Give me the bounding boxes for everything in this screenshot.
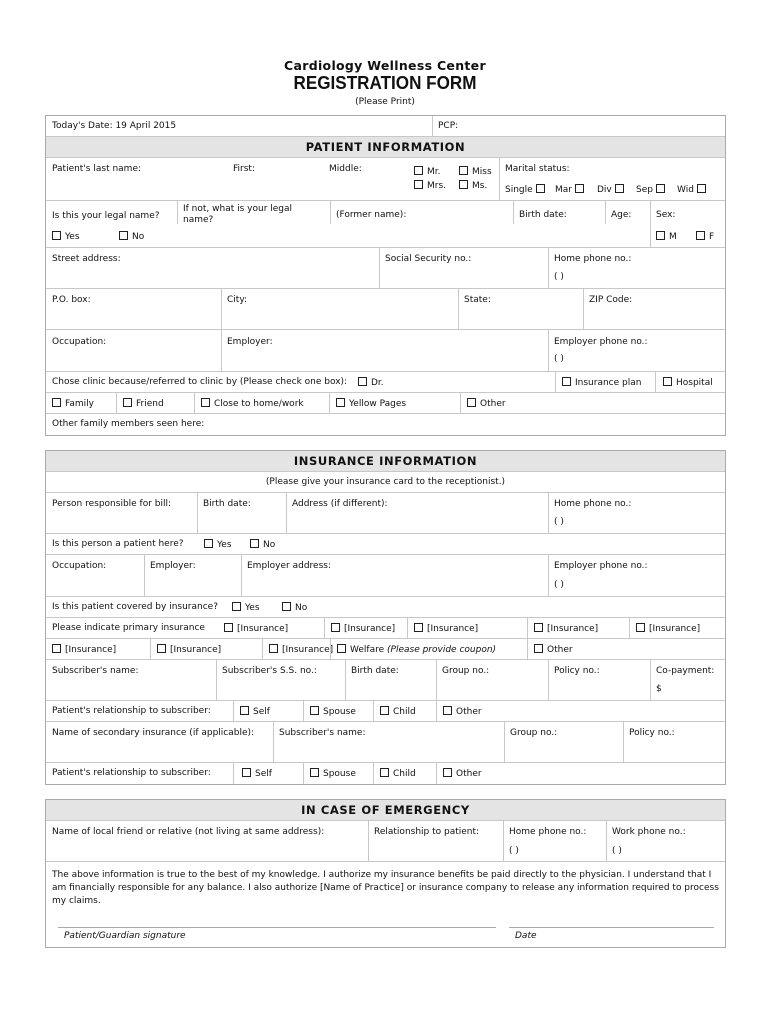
signature-label: Patient/Guardian signature	[64, 931, 186, 941]
ins-welfare-label: Welfare	[350, 645, 385, 655]
rel1-child	[380, 706, 416, 718]
miss-label: Miss	[472, 167, 492, 177]
ins-option-5	[636, 623, 700, 635]
rel2-other-label: Other	[456, 769, 482, 779]
mr-label: Mr.	[427, 167, 441, 177]
ref-close-home	[201, 398, 304, 410]
sex-m-checkbox[interactable]	[656, 231, 665, 240]
print-note: (Please Print)	[355, 97, 415, 107]
ins-welfare-note: (Please provide coupon)	[387, 645, 497, 655]
is-patient-yes-checkbox[interactable]	[204, 539, 213, 548]
home-phone-paren: ( )	[554, 272, 564, 282]
ins-option-2-checkbox[interactable]	[331, 623, 340, 632]
ins-option-7-label: [Insurance]	[170, 645, 222, 655]
title-ms	[459, 180, 487, 192]
ins-occupation-field[interactable]: Occupation:	[52, 561, 107, 571]
local-friend-field[interactable]: Name of local friend or relative (not living at same address):	[52, 827, 325, 837]
ref-other-label: Other	[480, 399, 506, 409]
relationship-label-1: Patient's relationship to subscriber:	[52, 706, 211, 716]
ref-family-checkbox[interactable]	[52, 398, 61, 407]
relationship-row-1	[46, 701, 725, 722]
is-patient-no-label: No	[263, 540, 276, 550]
date-pcp-row	[46, 116, 725, 137]
is-patient-row	[46, 534, 725, 555]
rel1-self-label: Self	[253, 707, 270, 717]
sep-label: Sep	[636, 185, 653, 195]
marital-wid	[677, 184, 710, 196]
pcp-field[interactable]: PCP:	[438, 121, 459, 131]
primary-insurance-row	[46, 618, 725, 639]
patient-section-title: PATIENT INFORMATION	[46, 137, 725, 158]
ms-checkbox[interactable]	[459, 180, 468, 189]
ins-other-label: Other	[547, 645, 573, 655]
other-family-field[interactable]: Other family members seen here:	[52, 419, 205, 429]
rel2-other	[443, 768, 482, 780]
ins-option-2-label: [Insurance]	[344, 624, 396, 634]
copayment-field[interactable]: Co-payment:	[656, 666, 715, 676]
rel1-child-checkbox[interactable]	[380, 706, 389, 715]
miss-checkbox[interactable]	[459, 166, 468, 175]
ref-dr-label: Dr.	[371, 378, 384, 388]
subscriber-ssn-field[interactable]: Subscriber's S.S. no.:	[222, 666, 317, 676]
legal-yes-checkbox[interactable]	[52, 231, 61, 240]
covered-row	[46, 597, 725, 618]
ins-option-3-label: [Insurance]	[427, 624, 479, 634]
legal-no	[119, 231, 144, 243]
responsible-row	[46, 493, 725, 534]
primary-insurance-label: Please indicate primary insurance	[52, 623, 205, 633]
last-name-field[interactable]: Patient's last name:	[52, 164, 142, 174]
is-patient-no-checkbox[interactable]	[250, 539, 259, 548]
ref-yellow-pages	[336, 398, 406, 410]
ref-other-checkbox[interactable]	[467, 398, 476, 407]
employer-phone-field[interactable]: Employer phone no.:	[554, 337, 648, 347]
div-label: Div	[597, 185, 612, 195]
marital-div	[597, 184, 628, 196]
address-row	[46, 289, 725, 330]
legal-name-row	[46, 201, 725, 248]
emergency-home-phone-paren: ( )	[509, 846, 519, 856]
ref-yellow-pages-label: Yellow Pages	[349, 399, 407, 409]
ins-option-4-checkbox[interactable]	[534, 623, 543, 632]
rel2-self-label: Self	[255, 769, 272, 779]
legal-yes	[52, 231, 80, 243]
ins-option-6-label: [Insurance]	[65, 645, 117, 655]
ins-option-6	[52, 644, 116, 656]
legal-yes-label: Yes	[65, 232, 80, 242]
statement-row	[46, 862, 725, 947]
ins-other-checkbox[interactable]	[534, 644, 543, 653]
marital-mar	[555, 184, 588, 196]
title-mrs	[414, 180, 446, 192]
name-row	[46, 158, 725, 201]
ins-other	[534, 644, 573, 656]
secondary-subscriber-field[interactable]: Subscriber's name:	[279, 728, 366, 738]
ref-yellow-pages-checkbox[interactable]	[336, 398, 345, 407]
covered-no	[282, 602, 307, 614]
ref-dr	[358, 377, 384, 389]
ins-option-7-checkbox[interactable]	[157, 644, 166, 653]
first-name-field[interactable]: First:	[233, 164, 255, 174]
insurance-note: (Please give your insurance card to the receptionist.)	[265, 477, 506, 487]
relationship-label-2: Patient's relationship to subscriber:	[52, 768, 211, 778]
div-checkbox[interactable]	[615, 184, 624, 193]
relationship-row-2	[46, 763, 725, 784]
secondary-insurance-field[interactable]: Name of secondary insurance (if applicable):	[52, 728, 255, 738]
ref-hospital-label: Hospital	[676, 378, 713, 388]
sex-f-label: F	[709, 232, 715, 242]
wid-label: Wid	[677, 185, 694, 195]
date-label: Date	[515, 931, 537, 941]
ref-hospital	[663, 377, 713, 389]
insurance-information-table	[45, 450, 726, 785]
single-label: Single	[505, 185, 533, 195]
title-miss	[459, 166, 492, 178]
ms-label: Ms.	[472, 181, 488, 191]
covered-yes	[232, 602, 260, 614]
emergency-work-phone-field[interactable]: Work phone no.:	[612, 827, 686, 837]
insurance-section-title: INSURANCE INFORMATION	[46, 451, 725, 472]
ref-insurance-plan	[562, 377, 641, 389]
ref-family-label: Family	[65, 399, 94, 409]
ref-family	[52, 398, 94, 410]
wid-checkbox[interactable]	[697, 184, 706, 193]
marital-sep	[636, 184, 669, 196]
is-patient-yes	[204, 539, 232, 551]
occupation-row	[46, 330, 725, 372]
secondary-insurance-row	[46, 722, 725, 763]
ins-option-4	[534, 623, 598, 635]
is-patient-no	[250, 539, 275, 551]
marital-single	[505, 184, 549, 196]
todays-date[interactable]: Today's Date: 19 April 2015	[52, 121, 177, 131]
mr-checkbox[interactable]	[414, 166, 423, 175]
ref-dr-checkbox[interactable]	[358, 377, 367, 386]
rel1-spouse-checkbox[interactable]	[310, 706, 319, 715]
emergency-relationship-field[interactable]: Relationship to patient:	[374, 827, 480, 837]
rel1-self-checkbox[interactable]	[240, 706, 249, 715]
clinic-name: Cardiology Wellness Center	[284, 58, 486, 73]
copayment-dollar: $	[656, 684, 662, 694]
rel1-spouse-label: Spouse	[323, 707, 356, 717]
insurance-options-row	[46, 639, 725, 660]
ins-option-5-checkbox[interactable]	[636, 623, 645, 632]
ins-option-5-label: [Insurance]	[649, 624, 701, 634]
ins-option-7	[157, 644, 221, 656]
rel2-spouse	[310, 768, 356, 780]
rel1-self	[240, 706, 270, 718]
covered-yes-checkbox[interactable]	[232, 602, 241, 611]
street-row	[46, 248, 725, 289]
rel1-other-checkbox[interactable]	[443, 706, 452, 715]
covered-no-label: No	[295, 603, 308, 613]
mrs-checkbox[interactable]	[414, 180, 423, 189]
subscriber-row	[46, 660, 725, 701]
covered-no-checkbox[interactable]	[282, 602, 291, 611]
ins-option-1-label: [Insurance]	[237, 624, 289, 634]
group-no-field[interactable]: Group no.:	[442, 666, 490, 676]
legal-no-checkbox[interactable]	[119, 231, 128, 240]
ins-option-8	[269, 644, 333, 656]
referral-row-2	[46, 393, 725, 414]
rel1-spouse	[310, 706, 356, 718]
sex-label: Sex:	[656, 210, 676, 220]
ins-employer-address-field[interactable]: Employer address:	[247, 561, 331, 571]
secondary-group-field[interactable]: Group no.:	[510, 728, 558, 738]
legal-name-field[interactable]: If not, what is your legal name?	[183, 204, 293, 225]
mar-checkbox[interactable]	[575, 184, 584, 193]
sex-m	[656, 231, 677, 243]
ref-friend	[123, 398, 164, 410]
employer-field[interactable]: Employer:	[227, 337, 273, 347]
rel2-self	[242, 768, 272, 780]
is-patient-yes-label: Yes	[217, 540, 232, 550]
secondary-policy-field[interactable]: Policy no.:	[629, 728, 675, 738]
patient-information-table	[45, 115, 726, 436]
authorization-statement: The above information is true to the best of my knowledge. I authorize my insurance benefits be paid directly to the physician. I understand that I am financially responsible for any balance. I also authorize [Name of Practice] or insurance company to release any information required to process my claims.	[52, 870, 719, 906]
resp-address-field[interactable]: Address (if different):	[292, 499, 388, 509]
rel1-other	[443, 706, 482, 718]
ins-option-3	[414, 623, 478, 635]
title-mr	[414, 166, 441, 178]
referral-row-1	[46, 372, 725, 393]
ins-option-2	[331, 623, 395, 635]
emergency-work-phone-paren: ( )	[612, 846, 622, 856]
ins-option-8-checkbox[interactable]	[269, 644, 278, 653]
rel2-spouse-label: Spouse	[323, 769, 356, 779]
rel2-spouse-checkbox[interactable]	[310, 768, 319, 777]
single-checkbox[interactable]	[536, 184, 545, 193]
sex-f-checkbox[interactable]	[696, 231, 705, 240]
form-title: REGISTRATION FORM	[293, 73, 477, 93]
covered-yes-label: Yes	[245, 603, 260, 613]
rel2-self-checkbox[interactable]	[242, 768, 251, 777]
ins-welfare	[337, 644, 496, 656]
home-phone-field[interactable]: Home phone no.:	[554, 254, 632, 264]
ref-insurance-plan-checkbox[interactable]	[562, 377, 571, 386]
ins-employer-phone-paren: ( )	[554, 580, 564, 590]
insurance-note-row	[46, 472, 725, 493]
person-responsible-field[interactable]: Person responsible for bill:	[52, 499, 172, 509]
zip-field[interactable]: ZIP Code:	[589, 295, 633, 305]
occupation-field[interactable]: Occupation:	[52, 337, 107, 347]
ins-option-1-checkbox[interactable]	[224, 623, 233, 632]
former-name-field[interactable]: (Former name):	[336, 210, 407, 220]
rel2-child-label: Child	[393, 769, 416, 779]
subscriber-birth-date-field[interactable]: Birth date:	[351, 666, 399, 676]
ins-occupation-row	[46, 555, 725, 597]
emergency-section-title: IN CASE OF EMERGENCY	[46, 800, 725, 821]
rel2-child-checkbox[interactable]	[380, 768, 389, 777]
ref-hospital-checkbox[interactable]	[663, 377, 672, 386]
birth-date-field[interactable]: Birth date:	[519, 210, 567, 220]
subscriber-name-field[interactable]: Subscriber's name:	[52, 666, 139, 676]
resp-home-phone-field[interactable]: Home phone no.:	[554, 499, 632, 509]
other-family-row	[46, 414, 725, 435]
legal-no-label: No	[132, 232, 145, 242]
sex-m-label: M	[669, 232, 677, 242]
ins-option-8-label: [Insurance]	[282, 645, 334, 655]
employer-phone-paren: ( )	[554, 354, 564, 364]
middle-name-field[interactable]: Middle:	[329, 164, 362, 174]
resp-home-phone-paren: ( )	[554, 517, 564, 527]
rel2-child	[380, 768, 416, 780]
age-field[interactable]: Age:	[611, 210, 632, 220]
ins-employer-phone-field[interactable]: Employer phone no.:	[554, 561, 648, 571]
ins-option-6-checkbox[interactable]	[52, 644, 61, 653]
street-address-field[interactable]: Street address:	[52, 254, 121, 264]
date-line[interactable]	[509, 927, 714, 928]
emergency-contact-row	[46, 821, 725, 862]
city-field[interactable]: City:	[227, 295, 248, 305]
policy-no-field[interactable]: Policy no.:	[554, 666, 600, 676]
emergency-table	[45, 799, 726, 948]
legal-name-question: Is this your legal name?	[52, 211, 160, 221]
rel1-other-label: Other	[456, 707, 482, 717]
ins-welfare-checkbox[interactable]	[337, 644, 346, 653]
rel2-other-checkbox[interactable]	[443, 768, 452, 777]
sex-f	[696, 231, 714, 243]
chose-clinic-label: Chose clinic because/referred to clinic by (Please check one box):	[52, 377, 348, 387]
ref-insurance-plan-label: Insurance plan	[575, 378, 642, 388]
resp-birth-date-field[interactable]: Birth date:	[203, 499, 251, 509]
ins-employer-field[interactable]: Employer:	[150, 561, 196, 571]
state-field[interactable]: State:	[464, 295, 491, 305]
emergency-home-phone-field[interactable]: Home phone no.:	[509, 827, 587, 837]
ref-close-home-checkbox[interactable]	[201, 398, 210, 407]
po-box-field[interactable]: P.O. box:	[52, 295, 91, 305]
ref-friend-checkbox[interactable]	[123, 398, 132, 407]
marital-status-label: Marital status:	[505, 164, 570, 174]
signature-line[interactable]	[58, 927, 496, 928]
is-patient-question: Is this person a patient here?	[52, 539, 184, 549]
covered-question: Is this patient covered by insurance?	[52, 602, 218, 612]
ref-other	[467, 398, 506, 410]
mrs-label: Mrs.	[427, 181, 447, 191]
sep-checkbox[interactable]	[656, 184, 665, 193]
ref-friend-label: Friend	[136, 399, 164, 409]
rel1-child-label: Child	[393, 707, 416, 717]
mar-label: Mar	[555, 185, 572, 195]
ssn-field[interactable]: Social Security no.:	[385, 254, 472, 264]
ins-option-1	[224, 623, 288, 635]
ref-close-home-label: Close to home/work	[214, 399, 304, 409]
ins-option-3-checkbox[interactable]	[414, 623, 423, 632]
ins-option-4-label: [Insurance]	[547, 624, 599, 634]
